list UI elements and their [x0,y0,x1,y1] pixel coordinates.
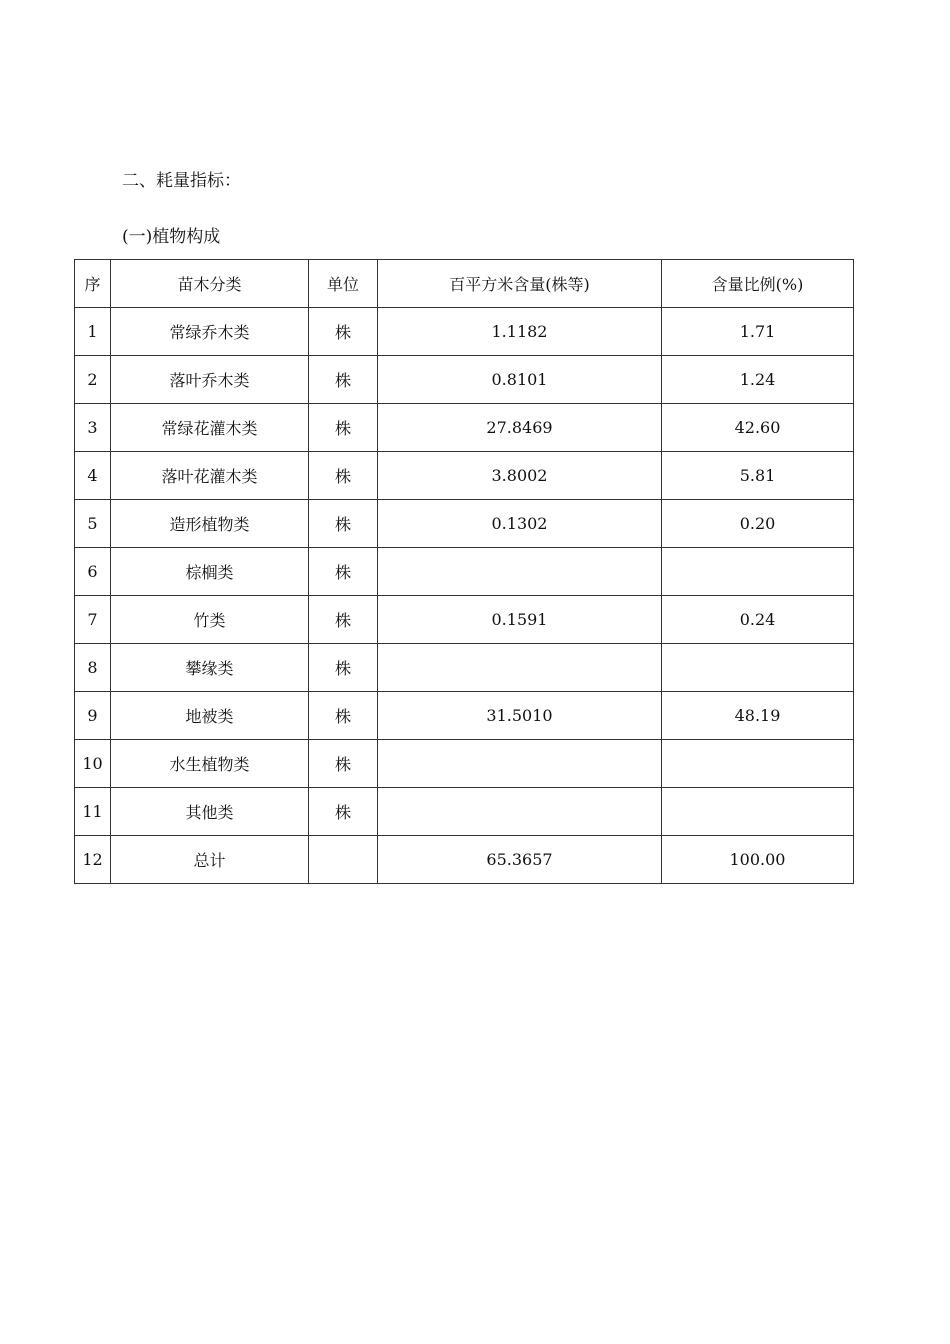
header-seq: 序 [75,260,111,308]
cell-category: 水生植物类 [111,740,309,788]
cell-unit: 株 [309,356,378,404]
cell-seq: 3 [75,404,111,452]
cell-quantity [378,644,662,692]
cell-quantity [378,740,662,788]
table-row [75,596,854,644]
cell-ratio [662,548,854,596]
cell-seq: 7 [75,596,111,644]
cell-ratio [662,740,854,788]
cell-unit: 株 [309,452,378,500]
cell-unit: 株 [309,692,378,740]
cell-seq: 9 [75,692,111,740]
cell-seq: 8 [75,644,111,692]
cell-ratio: 1.24 [662,356,854,404]
cell-unit: 株 [309,644,378,692]
subsection-title: (一)植物构成 [122,227,221,247]
header-unit: 单位 [309,260,378,308]
table-row [75,548,854,596]
cell-quantity: 3.8002 [378,452,662,500]
cell-category: 落叶花灌木类 [111,452,309,500]
section-title: 二、耗量指标： [122,171,241,191]
cell-seq: 6 [75,548,111,596]
cell-unit: 株 [309,308,378,356]
table-row [75,452,854,500]
cell-quantity [378,548,662,596]
cell-seq: 11 [75,788,111,836]
cell-quantity [378,788,662,836]
cell-ratio: 1.71 [662,308,854,356]
cell-category: 落叶乔木类 [111,356,309,404]
cell-quantity: 65.3657 [378,836,662,884]
plant-composition-table [74,259,854,884]
cell-ratio: 42.60 [662,404,854,452]
cell-unit: 株 [309,788,378,836]
table-row [75,740,854,788]
cell-unit: 株 [309,596,378,644]
cell-quantity: 0.1302 [378,500,662,548]
cell-seq: 1 [75,308,111,356]
cell-category: 造形植物类 [111,500,309,548]
table-header-row [75,260,854,308]
cell-quantity: 1.1182 [378,308,662,356]
cell-ratio: 48.19 [662,692,854,740]
cell-seq: 5 [75,500,111,548]
cell-ratio: 0.20 [662,500,854,548]
cell-category: 攀缘类 [111,644,309,692]
cell-category: 总计 [111,836,309,884]
cell-category: 常绿乔木类 [111,308,309,356]
cell-quantity: 0.8101 [378,356,662,404]
table-row [75,692,854,740]
cell-ratio [662,788,854,836]
table-row-total [75,836,854,884]
table-row [75,308,854,356]
cell-unit [309,836,378,884]
table-row [75,788,854,836]
cell-unit: 株 [309,404,378,452]
cell-ratio [662,644,854,692]
cell-ratio: 0.24 [662,596,854,644]
cell-unit: 株 [309,500,378,548]
cell-ratio: 5.81 [662,452,854,500]
table-row [75,644,854,692]
cell-seq: 12 [75,836,111,884]
table-row [75,404,854,452]
cell-category: 其他类 [111,788,309,836]
cell-seq: 10 [75,740,111,788]
header-quantity: 百平方米含量(株等) [378,260,662,308]
cell-quantity: 31.5010 [378,692,662,740]
cell-category: 棕榈类 [111,548,309,596]
cell-category: 竹类 [111,596,309,644]
cell-unit: 株 [309,548,378,596]
cell-category: 常绿花灌木类 [111,404,309,452]
cell-quantity: 0.1591 [378,596,662,644]
header-ratio: 含量比例(%) [662,260,854,308]
cell-seq: 2 [75,356,111,404]
cell-ratio: 100.00 [662,836,854,884]
cell-unit: 株 [309,740,378,788]
table-row [75,500,854,548]
cell-category: 地被类 [111,692,309,740]
cell-seq: 4 [75,452,111,500]
table-row [75,356,854,404]
header-category: 苗木分类 [111,260,309,308]
cell-quantity: 27.8469 [378,404,662,452]
